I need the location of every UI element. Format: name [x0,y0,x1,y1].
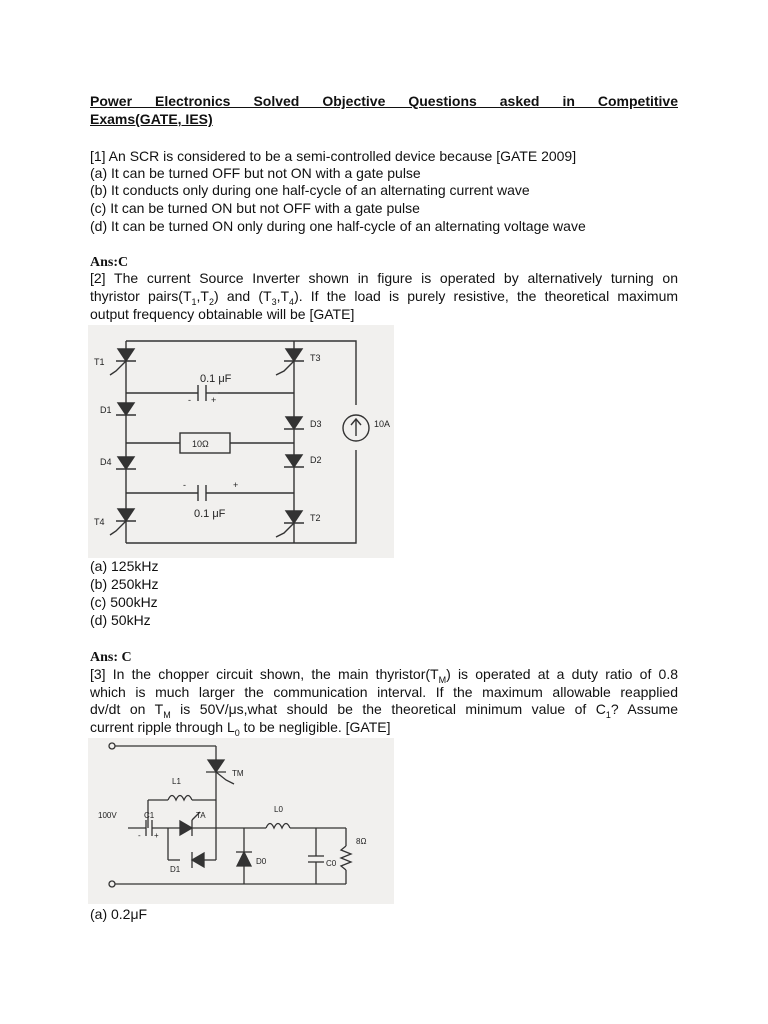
label-d3: D3 [310,419,322,429]
q3-text-line-4: current ripple through $L_0$ to be negligible. [GATE] [90,719,391,738]
q2-option-a: (a) 125kHz [90,558,159,574]
label-d4: D4 [100,457,112,467]
q1-answer: Ans:C [90,255,129,270]
label-ta: TA [196,811,206,820]
label-v: 100V [98,811,117,820]
label-d0: D0 [256,857,267,866]
label-l0: L0 [274,805,283,814]
q1-option-c: (c) It can be turned ON but not OFF with a gate pulse [90,200,420,216]
label-tm: TM [232,769,244,778]
title-line-2: Exams(GATE, IES) [90,111,213,127]
label-d2: D2 [310,455,322,465]
label-t1: T1 [94,357,105,367]
label-t4: T4 [94,517,105,527]
label-cap-minus: - [138,831,141,840]
label-cap-bottom: 0.1 μF [194,508,226,520]
label-r: 8Ω [356,837,367,846]
q2-option-b: (b) 250kHz [90,576,159,592]
inverter-circuit-figure [88,325,394,558]
label-resistor: 10Ω [192,439,209,449]
label-l1: L1 [172,777,181,786]
q1-option-b: (b) It conducts only during one half-cycle of an alternating current wave [90,182,530,198]
q3-text-line-3: dv/dt on $T_M$ is 50V/μs,what should be the theoretical minimum value of $C_1$? Assume [90,701,678,720]
q1-text: [1] An SCR is considered to be a semi-controlled device because [GATE 2009] [90,148,577,164]
q3-option-a: (a) 0.2μF [90,906,148,922]
label-cap-top: 0.1 μF [200,373,232,385]
q2-text-line-1: [2] The current Source Inverter shown in figure is operated by alternatively turning on [90,270,678,286]
q1-option-d: (d) It can be turned ON only during one half-cycle of an alternating voltage wave [90,218,586,234]
label-d1-chopper: D1 [170,865,181,874]
label-c0: C0 [326,859,337,868]
label-minus-bottom: - [183,480,186,490]
q2-answer: Ans: C [90,650,132,665]
title-line-1: Power Electronics Solved Objective Questions asked in Competitive [90,93,678,109]
label-minus-top: - [188,395,191,405]
q2-text-line-3: output frequency obtainable will be [GATE] [90,306,355,322]
q1-option-a: (a) It can be turned OFF but not ON with a gate pulse [90,165,421,181]
q2-option-c: (c) 500kHz [90,594,158,610]
label-c1: C1 [144,811,155,820]
q3-text-line-2: which is much larger the communication interval. If the maximum allowable reapplied [90,684,678,700]
label-plus-top: + [211,395,217,405]
q3-text-line-1: [3] In the chopper circuit shown, the main $thyristor(T_M)$ is operated at a duty ratio of 0.8 [90,666,678,685]
label-cap-plus: + [154,831,159,840]
label-plus-bottom: + [233,480,239,490]
q2-option-d: (d) 50kHz [90,612,151,628]
label-t3: T3 [310,353,321,363]
label-source: 10A [374,419,391,429]
label-t2: T2 [310,513,321,523]
label-d1: D1 [100,405,112,415]
q2-text-line-2: thyristor $pairs(T_1,T_2)$ and $(T_3,T_4)$. If the load is purely resistive, the theoretical maximum [90,288,679,307]
chopper-circuit-figure [88,738,394,904]
